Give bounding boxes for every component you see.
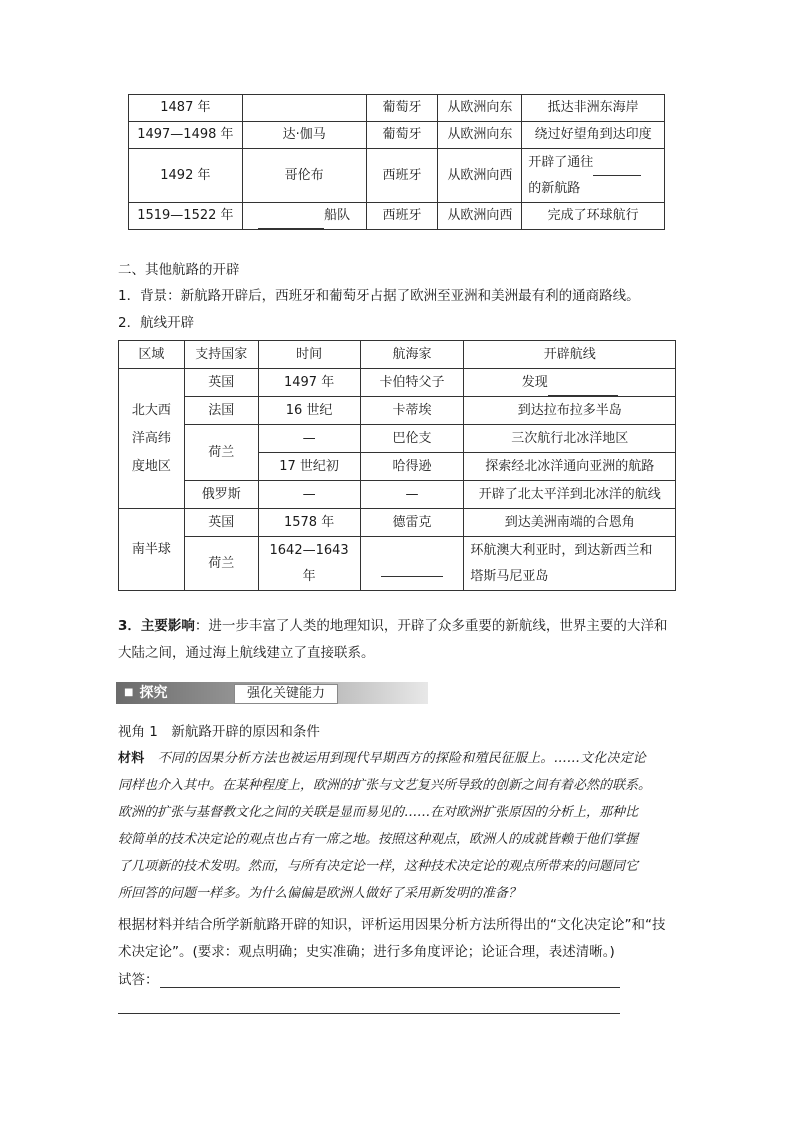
answer-line[interactable] (118, 1013, 620, 1014)
fill-blank (548, 381, 618, 396)
header-time: 时间 (258, 341, 360, 369)
table-row (129, 149, 665, 203)
country-cell: 西班牙 (366, 149, 438, 203)
region-cell (119, 369, 185, 509)
result-cell: 完成了环球航行 (522, 203, 665, 230)
material-label: 材料 (118, 751, 145, 766)
route-cell (464, 369, 676, 397)
section-heading: 二、其他航路的开辟 (118, 262, 240, 278)
navigator-cell: 哥伦布 (242, 149, 366, 203)
header-route: 开辟航线 (464, 341, 676, 369)
region-cell: 南半球 (119, 509, 185, 591)
time-cell: 1497 年 (258, 369, 360, 397)
explore-title-text: 探究 (139, 685, 168, 701)
header-region: 区域 (119, 341, 185, 369)
year-cell: 1492 年 (129, 149, 243, 203)
time-cell: — (258, 481, 360, 509)
country-cell: 荷兰 (184, 537, 258, 591)
direction-cell: 从欧洲向东 (438, 95, 522, 122)
navigator-cell: 卡蒂埃 (360, 397, 464, 425)
impact-paragraph-cont: 大陆之间，通过海上航线建立了直接联系。 (118, 645, 375, 661)
material-line: 同样也介入其中。在某种程度上，欧洲的扩张与文艺复兴所导致的创新之间有着必然的联系。 (118, 778, 652, 793)
header-country: 支持国家 (184, 341, 258, 369)
impact-text: ：进一步丰富了人类的地理知识，开辟了众多重要的新航线，世界主要的大洋和 (194, 618, 668, 634)
navigator-cell (242, 95, 366, 122)
table-row (119, 481, 676, 509)
result-text: 开辟了通往 (528, 154, 594, 170)
table-row (129, 95, 665, 122)
navigator-suffix: 船队 (324, 208, 351, 223)
angle-heading: 视角 1 新航路开辟的原因和条件 (118, 724, 320, 740)
country-cell: 西班牙 (366, 203, 438, 230)
route-cell: 探索经北冰洋通向亚洲的航路 (464, 453, 676, 481)
header-navigator: 航海家 (360, 341, 464, 369)
time-cell: 1642—1643 年 (258, 537, 360, 591)
explore-subtitle: 强化关键能力 (234, 684, 338, 704)
table-row (129, 122, 665, 149)
route-cell: 到达美洲南端的合恩角 (464, 509, 676, 537)
answer-line[interactable] (160, 987, 620, 988)
navigator-cell (360, 537, 464, 591)
direction-cell: 从欧洲向东 (438, 122, 522, 149)
routes-table (118, 340, 676, 591)
material-line: 欧洲的扩张与基督教文化之间的关联是显而易见的……在对欧洲扩张原因的分析上，那种比 (118, 805, 639, 820)
time-cell: 16 世纪 (258, 397, 360, 425)
direction-cell: 从欧洲向西 (438, 149, 522, 203)
result-text: 的新航路 (528, 180, 581, 196)
route-text: 塔斯马尼亚岛 (470, 568, 549, 584)
table-row (129, 203, 665, 230)
navigator-cell: 哈得逊 (360, 453, 464, 481)
navigator-cell: 巴伦支 (360, 425, 464, 453)
material-line: 了几项新的技术发明。然而，与所有决定论一样，这种技术决定论的观点所带来的问题同它 (118, 859, 639, 874)
answer-label: 试答： (118, 972, 159, 988)
time-cell: 17 世纪初 (258, 453, 360, 481)
fill-blank (381, 562, 443, 577)
region-text: 洋高纬 (131, 430, 171, 446)
country-cell: 荷兰 (184, 425, 258, 481)
country-cell: 葡萄牙 (366, 122, 438, 149)
table-row (119, 369, 676, 397)
time-cell: 1578 年 (258, 509, 360, 537)
square-icon: ■ (124, 687, 134, 698)
navigator-cell: 达·伽马 (242, 122, 366, 149)
table-row (119, 537, 676, 591)
routes-heading: 2．航线开辟 (118, 315, 195, 331)
result-cell (522, 149, 665, 203)
country-cell: 英国 (184, 369, 258, 397)
year-cell: 1487 年 (129, 95, 243, 122)
question-text: 根据材料并结合所学新航路开辟的知识，评析运用因果分析方法所得出的“文化决定论”和“技 (118, 917, 666, 933)
route-cell: 到达拉布拉多半岛 (464, 397, 676, 425)
question-text: 术决定论”。(要求：观点明确；史实准确；进行多角度评论；论证合理，表述清晰。) (118, 944, 615, 960)
fill-blank (593, 161, 641, 176)
direction-cell: 从欧洲向西 (438, 203, 522, 230)
table-row (119, 425, 676, 453)
impact-label: 3．主要影响 (118, 618, 195, 634)
navigator-cell: 卡伯特父子 (360, 369, 464, 397)
route-cell (464, 537, 676, 591)
table-row (119, 397, 676, 425)
table-row (119, 509, 676, 537)
material-text: 不同的因果分析方法也被运用到现代早期西方的探险和殖民征服上。……文化决定论 (144, 751, 647, 766)
background-paragraph: 1．背景：新航路开辟后，西班牙和葡萄牙占据了欧洲至亚洲和美洲最有利的通商路线。 (118, 288, 640, 304)
voyages-table (128, 94, 665, 230)
country-cell: 英国 (184, 509, 258, 537)
result-cell: 绕过好望角到达印度 (522, 122, 665, 149)
region-text: 北大西 (131, 402, 171, 418)
country-cell: 法国 (184, 397, 258, 425)
navigator-cell: 德雷克 (360, 509, 464, 537)
country-cell: 俄罗斯 (184, 481, 258, 509)
time-cell: — (258, 425, 360, 453)
explore-title (124, 682, 167, 704)
route-text: 环航澳大利亚时，到达新西兰和 (470, 542, 653, 558)
route-cell: 开辟了北太平洋到北冰洋的航线 (464, 481, 676, 509)
route-text: 发现 (521, 374, 548, 390)
material-line (118, 747, 646, 771)
material-line: 较简单的技术决定论的观点也占有一席之地。按照这种观点，欧洲人的成就皆赖于他们掌握 (118, 832, 639, 847)
route-cell: 三次航行北冰洋地区 (464, 425, 676, 453)
navigator-cell (242, 203, 366, 230)
year-cell: 1497—1498 年 (129, 122, 243, 149)
fill-blank (258, 214, 324, 229)
country-cell: 葡萄牙 (366, 95, 438, 122)
material-line: 所回答的问题一样多。为什么偏偏是欧洲人做好了采用新发明的准备？ (118, 886, 522, 901)
region-text: 度地区 (131, 458, 171, 474)
year-cell: 1519—1522 年 (129, 203, 243, 230)
navigator-cell: — (360, 481, 464, 509)
table-header-row (119, 341, 676, 369)
explore-banner (116, 682, 428, 704)
result-cell: 抵达非洲东海岸 (522, 95, 665, 122)
impact-paragraph (118, 614, 667, 638)
